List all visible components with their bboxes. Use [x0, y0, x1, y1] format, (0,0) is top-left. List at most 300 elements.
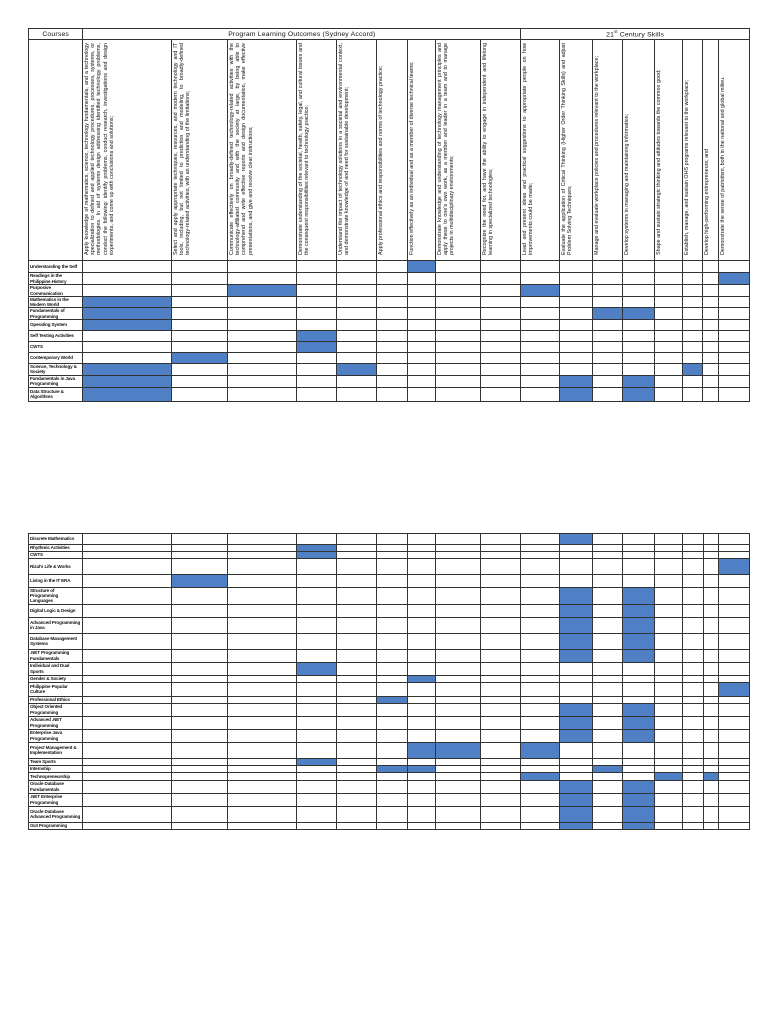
empty-cell-plo-1 — [83, 742, 172, 758]
empty-cell-skill-3 — [592, 330, 622, 341]
empty-cell-skill-1 — [521, 545, 559, 552]
mapped-cell-skill-4 — [622, 375, 654, 387]
empty-cell-plo-6 — [377, 806, 407, 822]
empty-cell-skill-3 — [592, 696, 622, 703]
empty-cell-plo-6 — [377, 285, 407, 297]
empty-cell-plo-1 — [83, 675, 172, 682]
empty-cell-plo-5 — [337, 261, 377, 273]
empty-cell-skill-1 — [521, 330, 559, 341]
empty-cell-skill-7 — [703, 588, 718, 605]
table-row — [29, 341, 750, 352]
empty-cell-skill-5 — [655, 375, 683, 387]
empty-cell-skill-1 — [521, 534, 559, 545]
empty-cell-skill-8 — [718, 696, 749, 703]
empty-cell-plo-2 — [171, 649, 227, 662]
empty-cell-skill-7 — [703, 261, 718, 273]
course-name: .NET Enterprise Programming — [29, 793, 83, 806]
mapped-cell-skill-2 — [559, 649, 592, 662]
empty-cell-skill-7 — [703, 319, 718, 330]
empty-cell-skill-2 — [559, 545, 592, 552]
empty-cell-skill-3 — [592, 588, 622, 605]
empty-cell-plo-2 — [171, 273, 227, 285]
course-name: Readings in the Philippine History — [29, 273, 83, 285]
empty-cell-skill-2 — [559, 552, 592, 559]
empty-cell-skill-1 — [521, 758, 559, 765]
empty-cell-plo-3 — [228, 729, 296, 742]
empty-cell-plo-6 — [377, 341, 407, 352]
table-row — [29, 588, 750, 605]
mapped-cell-skill-2 — [559, 806, 592, 822]
empty-cell-skill-3 — [592, 575, 622, 588]
empty-cell-skill-2 — [559, 765, 592, 772]
empty-cell-plo-6 — [377, 330, 407, 341]
table-row — [29, 729, 750, 742]
outcome-text: Shape and sustain strategic thinking and attitudes towards the common good; — [656, 69, 663, 255]
empty-cell-plo-6 — [377, 703, 407, 716]
empty-cell-skill-2 — [559, 772, 592, 780]
empty-cell-plo-2 — [171, 696, 227, 703]
empty-cell-plo-6 — [377, 772, 407, 780]
empty-cell-plo-5 — [337, 387, 377, 401]
empty-cell-plo-3 — [228, 588, 296, 605]
outcome-text: Lead and present ideas and practical suggestions to appropriate people on how improvements could be made; — [522, 43, 535, 255]
empty-cell-plo-6 — [377, 387, 407, 401]
empty-cell-plo-5 — [337, 534, 377, 545]
empty-cell-skill-5 — [655, 297, 683, 308]
empty-cell-plo-4 — [296, 649, 336, 662]
empty-cell-plo-4 — [296, 375, 336, 387]
empty-cell-plo-9 — [481, 716, 521, 729]
empty-cell-plo-5 — [337, 588, 377, 605]
empty-cell-plo-2 — [171, 617, 227, 633]
empty-cell-plo-6 — [377, 352, 407, 363]
empty-cell-plo-5 — [337, 559, 377, 575]
empty-cell-skill-7 — [703, 285, 718, 297]
empty-cell-plo-2 — [171, 308, 227, 319]
empty-cell-plo-7 — [407, 633, 435, 649]
empty-cell-plo-9 — [481, 682, 521, 696]
empty-cell-skill-8 — [718, 742, 749, 758]
mapped-cell-skill-2 — [559, 375, 592, 387]
empty-cell-plo-7 — [407, 534, 435, 545]
empty-cell-skill-8 — [718, 806, 749, 822]
empty-cell-plo-4 — [296, 703, 336, 716]
empty-cell-skill-7 — [703, 696, 718, 703]
empty-cell-skill-6 — [683, 793, 703, 806]
empty-cell-skill-5 — [655, 703, 683, 716]
empty-cell-plo-9 — [481, 588, 521, 605]
empty-cell-skill-7 — [703, 675, 718, 682]
empty-cell-skill-1 — [521, 297, 559, 308]
table-row — [29, 772, 750, 780]
empty-cell-skill-2 — [559, 682, 592, 696]
empty-cell-plo-1 — [83, 273, 172, 285]
empty-cell-skill-5 — [655, 675, 683, 682]
empty-cell-skill-8 — [718, 575, 749, 588]
outcome-text: Communicate effectively on broadly-defined technology-related activities with the technology-affiliated community and with the society at large, by being able to comprehend and write effective reports and design documentation, make effective presentations, and give and receive clear instructions; — [229, 43, 254, 255]
empty-cell-skill-5 — [655, 716, 683, 729]
empty-cell-skill-4 — [623, 545, 655, 552]
empty-cell-skill-5 — [655, 682, 683, 696]
empty-cell-plo-3 — [228, 559, 296, 575]
empty-cell-skill-8 — [718, 729, 749, 742]
empty-cell-plo-9 — [481, 617, 521, 633]
empty-cell-skill-8 — [718, 308, 749, 319]
empty-cell-plo-5 — [337, 308, 377, 319]
empty-cell-skill-8 — [718, 703, 749, 716]
mapped-cell-plo-7 — [407, 765, 435, 772]
mapped-cell-skill-2 — [559, 387, 592, 401]
empty-cell-skill-1 — [521, 682, 559, 696]
empty-cell-plo-4 — [296, 604, 336, 617]
course-name: Data Structure & Algorithms — [29, 387, 83, 401]
outcome-text: Evaluate the application of Critical Thinking (Higher Order Thinking Skills) and adjust Problem Solving Techniques; — [560, 43, 573, 255]
empty-cell-plo-5 — [337, 822, 377, 829]
empty-cell-skill-6 — [683, 703, 703, 716]
empty-cell-skill-3 — [592, 729, 622, 742]
table-row — [29, 330, 750, 341]
empty-cell-plo-7 — [407, 273, 435, 285]
empty-cell-plo-1 — [83, 330, 172, 341]
empty-cell-skill-7 — [703, 575, 718, 588]
mapped-cell-plo-1 — [83, 387, 172, 401]
empty-cell-plo-8 — [435, 772, 480, 780]
outcome-header-skill-2 — [559, 40, 592, 261]
empty-cell-skill-8 — [718, 633, 749, 649]
empty-cell-skill-6 — [683, 545, 703, 552]
empty-cell-skill-6 — [683, 633, 703, 649]
empty-cell-skill-5 — [655, 758, 683, 765]
empty-cell-plo-7 — [407, 375, 435, 387]
empty-cell-plo-8 — [435, 703, 480, 716]
table-row — [29, 545, 750, 552]
empty-cell-plo-5 — [337, 319, 377, 330]
empty-cell-plo-3 — [228, 575, 296, 588]
empty-cell-plo-8 — [435, 308, 480, 319]
empty-cell-skill-7 — [703, 822, 718, 829]
empty-cell-plo-2 — [171, 341, 227, 352]
empty-cell-plo-2 — [171, 319, 227, 330]
empty-cell-plo-7 — [407, 559, 435, 575]
empty-cell-plo-4 — [296, 273, 336, 285]
outcome-text: Demonstrate understanding of the societal, health, safety, legal, and cultural issues and the consequent responsibilities relevant to technology practice; — [297, 43, 310, 255]
empty-cell-skill-1 — [521, 617, 559, 633]
empty-cell-skill-3 — [592, 822, 622, 829]
empty-cell-plo-3 — [228, 780, 296, 793]
empty-cell-plo-3 — [228, 765, 296, 772]
empty-cell-skill-6 — [683, 534, 703, 545]
mapped-cell-plo-2 — [171, 575, 227, 588]
empty-cell-plo-6 — [377, 780, 407, 793]
outcome-header-skill-7 — [703, 40, 718, 261]
empty-cell-plo-3 — [228, 633, 296, 649]
table-row — [29, 308, 750, 319]
empty-cell-plo-5 — [337, 793, 377, 806]
empty-cell-plo-8 — [435, 729, 480, 742]
empty-cell-skill-7 — [703, 363, 718, 375]
mapped-cell-plo-4 — [296, 341, 336, 352]
empty-cell-plo-3 — [228, 341, 296, 352]
empty-cell-skill-6 — [683, 387, 703, 401]
course-name: CWTS — [29, 341, 83, 352]
empty-cell-skill-1 — [521, 780, 559, 793]
empty-cell-skill-3 — [592, 662, 622, 675]
table-row — [29, 765, 750, 772]
empty-cell-skill-2 — [559, 675, 592, 682]
empty-cell-skill-7 — [703, 352, 718, 363]
empty-cell-plo-9 — [481, 319, 521, 330]
empty-cell-skill-6 — [683, 308, 703, 319]
table-row — [29, 552, 750, 559]
empty-cell-plo-9 — [481, 662, 521, 675]
table-row — [29, 375, 750, 387]
mapped-cell-skill-7 — [703, 772, 718, 780]
empty-cell-skill-5 — [655, 273, 683, 285]
empty-cell-skill-5 — [655, 552, 683, 559]
empty-cell-plo-6 — [377, 552, 407, 559]
empty-cell-skill-3 — [592, 352, 622, 363]
empty-cell-skill-6 — [683, 319, 703, 330]
empty-cell-plo-7 — [407, 716, 435, 729]
course-name: Self Testing Activities — [29, 330, 83, 341]
plo-header: Program Learning Outcomes (Sydney Accord) — [83, 29, 521, 40]
course-name: Purposive Communication — [29, 285, 83, 297]
empty-cell-plo-2 — [171, 604, 227, 617]
empty-cell-plo-2 — [171, 742, 227, 758]
empty-cell-skill-2 — [559, 575, 592, 588]
empty-cell-skill-6 — [683, 261, 703, 273]
empty-cell-plo-1 — [83, 662, 172, 675]
empty-cell-skill-4 — [623, 765, 655, 772]
empty-cell-skill-7 — [703, 806, 718, 822]
empty-cell-plo-4 — [296, 575, 336, 588]
empty-cell-plo-8 — [435, 758, 480, 765]
empty-cell-plo-3 — [228, 662, 296, 675]
empty-cell-plo-9 — [481, 363, 521, 375]
empty-cell-skill-2 — [559, 273, 592, 285]
empty-cell-plo-4 — [296, 682, 336, 696]
empty-cell-plo-8 — [435, 806, 480, 822]
empty-cell-skill-7 — [703, 534, 718, 545]
empty-cell-skill-7 — [703, 273, 718, 285]
empty-cell-plo-2 — [171, 675, 227, 682]
empty-cell-skill-7 — [703, 341, 718, 352]
empty-cell-plo-1 — [83, 633, 172, 649]
empty-cell-plo-6 — [377, 575, 407, 588]
empty-cell-plo-6 — [377, 675, 407, 682]
course-name: Project Management & Implementation — [29, 742, 83, 758]
empty-cell-skill-1 — [521, 352, 559, 363]
empty-cell-plo-8 — [435, 545, 480, 552]
outcome-header-plo-9 — [481, 40, 521, 261]
empty-cell-skill-3 — [592, 375, 622, 387]
empty-cell-skill-8 — [718, 675, 749, 682]
empty-cell-plo-3 — [228, 273, 296, 285]
empty-cell-plo-7 — [407, 319, 435, 330]
empty-cell-skill-5 — [655, 742, 683, 758]
course-name: .NET Programming Fundamentals — [29, 649, 83, 662]
empty-cell-skill-5 — [655, 261, 683, 273]
outcome-text: Apply professional ethics and responsibilities and norms of technology practice; — [378, 65, 385, 255]
empty-cell-skill-8 — [718, 545, 749, 552]
empty-cell-plo-7 — [407, 617, 435, 633]
mapped-cell-skill-8 — [718, 559, 749, 575]
skills-header: 21st Century Skills — [521, 29, 750, 40]
empty-cell-plo-6 — [377, 319, 407, 330]
empty-cell-plo-3 — [228, 534, 296, 545]
empty-cell-plo-5 — [337, 729, 377, 742]
empty-cell-plo-6 — [377, 545, 407, 552]
empty-cell-plo-2 — [171, 822, 227, 829]
empty-cell-plo-1 — [83, 682, 172, 696]
empty-cell-skill-7 — [703, 617, 718, 633]
empty-cell-plo-3 — [228, 352, 296, 363]
empty-cell-skill-2 — [559, 341, 592, 352]
empty-cell-plo-6 — [377, 617, 407, 633]
empty-cell-skill-6 — [683, 297, 703, 308]
outcome-header-skill-4 — [622, 40, 654, 261]
table-row — [29, 675, 750, 682]
empty-cell-skill-6 — [683, 575, 703, 588]
empty-cell-plo-9 — [481, 758, 521, 765]
empty-cell-skill-3 — [592, 806, 622, 822]
empty-cell-plo-9 — [481, 806, 521, 822]
empty-cell-plo-9 — [481, 675, 521, 682]
empty-cell-plo-7 — [407, 588, 435, 605]
empty-cell-skill-3 — [592, 545, 622, 552]
empty-cell-skill-6 — [683, 559, 703, 575]
mapped-cell-skill-1 — [521, 285, 559, 297]
table-row — [29, 285, 750, 297]
empty-cell-plo-9 — [481, 793, 521, 806]
empty-cell-plo-8 — [435, 675, 480, 682]
empty-cell-skill-2 — [559, 330, 592, 341]
table-row — [29, 742, 750, 758]
empty-cell-skill-4 — [623, 575, 655, 588]
empty-cell-plo-1 — [83, 575, 172, 588]
empty-cell-skill-7 — [703, 662, 718, 675]
table-row — [29, 780, 750, 793]
empty-cell-skill-7 — [703, 716, 718, 729]
empty-cell-skill-7 — [703, 742, 718, 758]
empty-cell-skill-2 — [559, 662, 592, 675]
empty-cell-plo-1 — [83, 758, 172, 765]
empty-cell-skill-6 — [683, 604, 703, 617]
empty-cell-plo-3 — [228, 330, 296, 341]
empty-cell-skill-6 — [683, 285, 703, 297]
empty-cell-plo-9 — [481, 375, 521, 387]
empty-cell-plo-8 — [435, 822, 480, 829]
empty-cell-plo-9 — [481, 729, 521, 742]
empty-cell-skill-7 — [703, 758, 718, 765]
empty-cell-plo-4 — [296, 261, 336, 273]
empty-cell-skill-5 — [655, 604, 683, 617]
empty-cell-skill-2 — [559, 297, 592, 308]
empty-cell-plo-7 — [407, 387, 435, 401]
table-row — [29, 703, 750, 716]
empty-cell-plo-9 — [481, 822, 521, 829]
mapped-cell-skill-2 — [559, 534, 592, 545]
empty-cell-skill-3 — [592, 742, 622, 758]
empty-cell-skill-3 — [592, 649, 622, 662]
empty-cell-skill-7 — [703, 375, 718, 387]
empty-cell-plo-1 — [83, 352, 172, 363]
empty-cell-plo-2 — [171, 588, 227, 605]
empty-cell-plo-6 — [377, 363, 407, 375]
outcome-text: Understand the impact of technology solutions in a societal and environmental context, and demonstrate knowledge of and need for sustainable development; — [338, 43, 351, 255]
empty-cell-plo-3 — [228, 758, 296, 765]
empty-cell-skill-8 — [718, 716, 749, 729]
empty-cell-skill-6 — [683, 341, 703, 352]
empty-cell-plo-8 — [435, 330, 480, 341]
empty-cell-skill-1 — [521, 319, 559, 330]
empty-cell-plo-7 — [407, 649, 435, 662]
empty-cell-skill-5 — [655, 729, 683, 742]
empty-cell-skill-1 — [521, 375, 559, 387]
empty-cell-skill-6 — [683, 552, 703, 559]
empty-cell-plo-5 — [337, 352, 377, 363]
mapped-cell-skill-4 — [622, 387, 654, 401]
empty-cell-plo-1 — [83, 341, 172, 352]
empty-cell-skill-3 — [592, 552, 622, 559]
mapped-cell-skill-5 — [655, 772, 683, 780]
empty-cell-plo-4 — [296, 729, 336, 742]
empty-cell-plo-6 — [377, 793, 407, 806]
mapped-cell-skill-4 — [623, 604, 655, 617]
empty-cell-skill-5 — [655, 363, 683, 375]
empty-cell-plo-2 — [171, 330, 227, 341]
course-name: Team Sports — [29, 758, 83, 765]
empty-cell-plo-6 — [377, 682, 407, 696]
empty-cell-plo-7 — [407, 806, 435, 822]
empty-cell-plo-7 — [407, 285, 435, 297]
empty-cell-skill-8 — [718, 649, 749, 662]
empty-cell-skill-1 — [521, 793, 559, 806]
course-name: CWTS — [29, 552, 83, 559]
empty-cell-skill-1 — [521, 729, 559, 742]
empty-cell-plo-8 — [435, 352, 480, 363]
table-row — [29, 387, 750, 401]
empty-cell-skill-2 — [559, 285, 592, 297]
table-row — [29, 758, 750, 765]
course-name: Rizal's Life & Works — [29, 559, 83, 575]
empty-cell-plo-8 — [435, 780, 480, 793]
empty-cell-plo-7 — [407, 363, 435, 375]
course-name: Contemporary World — [29, 352, 83, 363]
table-row — [29, 633, 750, 649]
empty-cell-plo-8 — [435, 319, 480, 330]
empty-cell-plo-2 — [171, 716, 227, 729]
empty-cell-plo-3 — [228, 716, 296, 729]
empty-cell-plo-1 — [83, 729, 172, 742]
empty-cell-skill-1 — [521, 662, 559, 675]
mapped-cell-skill-8 — [718, 682, 749, 696]
empty-cell-skill-5 — [655, 387, 683, 401]
empty-cell-skill-5 — [655, 330, 683, 341]
empty-cell-skill-7 — [703, 545, 718, 552]
empty-cell-plo-3 — [228, 552, 296, 559]
empty-cell-plo-1 — [83, 617, 172, 633]
empty-cell-plo-8 — [435, 297, 480, 308]
empty-cell-skill-1 — [521, 633, 559, 649]
course-name: Understanding the Self — [29, 261, 83, 273]
empty-cell-skill-5 — [655, 806, 683, 822]
empty-cell-plo-2 — [171, 285, 227, 297]
empty-cell-skill-4 — [622, 330, 654, 341]
empty-cell-skill-8 — [718, 822, 749, 829]
empty-cell-skill-8 — [718, 297, 749, 308]
empty-cell-plo-7 — [407, 696, 435, 703]
